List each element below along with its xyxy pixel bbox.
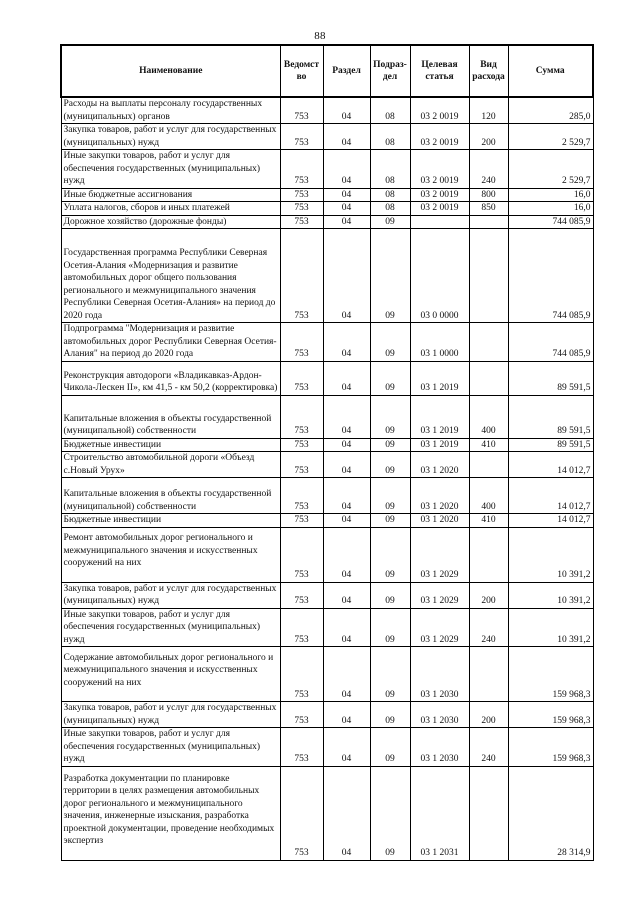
row-podrazdel-cell: 09 xyxy=(370,728,410,767)
row-name-cell: Государственная программа Республики Северная Осетия-Алания «Модернизация и развитие автомобильных дорог общего пользования регионального и межмуниципального значения Республики Северная Осетия-Алания» на период до 2020 года xyxy=(61,229,280,323)
row-summa-cell: 14 012,7 xyxy=(508,452,593,478)
row-vid-cell xyxy=(469,452,508,478)
row-vedomstvo-cell: 753 xyxy=(280,124,323,150)
header-name: Наименование xyxy=(61,45,280,97)
row-podrazdel-cell: 08 xyxy=(370,188,410,202)
row-razdel-cell: 04 xyxy=(323,608,370,647)
row-summa-cell: 28 314,9 xyxy=(508,766,593,860)
row-vedomstvo-cell: 753 xyxy=(280,229,323,323)
row-celevaya-cell: 03 1 2029 xyxy=(410,582,469,608)
row-razdel-cell: 04 xyxy=(323,323,370,362)
row-name-cell: Закупка товаров, работ и услуг для государственных (муниципальных) нужд xyxy=(61,582,280,608)
row-vedomstvo-cell: 753 xyxy=(280,582,323,608)
row-vedomstvo-cell: 753 xyxy=(280,608,323,647)
row-celevaya-cell: 03 2 0019 xyxy=(410,124,469,150)
row-razdel-cell: 04 xyxy=(323,647,370,702)
table-row xyxy=(61,150,593,189)
row-name-cell: Иные закупки товаров, работ и услуг для обеспечения государственных (муниципальных) нужд xyxy=(61,150,280,189)
row-summa-cell: 10 391,2 xyxy=(508,582,593,608)
row-vedomstvo-cell: 753 xyxy=(280,188,323,202)
row-podrazdel-cell: 09 xyxy=(370,323,410,362)
row-podrazdel-cell: 09 xyxy=(370,229,410,323)
row-celevaya-cell: 03 1 2029 xyxy=(410,527,469,582)
row-name-cell: Расходы на выплаты персоналу государственных (муниципальных) органов xyxy=(61,97,280,124)
row-podrazdel-cell: 09 xyxy=(370,582,410,608)
row-summa-cell: 744 085,9 xyxy=(508,229,593,323)
header-celevaya-statya: Целевая статья xyxy=(410,45,469,97)
row-vedomstvo-cell: 753 xyxy=(280,702,323,728)
row-vid-cell: 120 xyxy=(469,97,508,124)
row-summa-cell: 10 391,2 xyxy=(508,527,593,582)
row-razdel-cell: 04 xyxy=(323,215,370,229)
row-razdel-cell: 04 xyxy=(323,452,370,478)
row-vedomstvo-cell: 753 xyxy=(280,395,323,438)
row-vid-cell xyxy=(469,229,508,323)
table-row xyxy=(61,124,593,150)
row-celevaya-cell: 03 2 0019 xyxy=(410,202,469,216)
table-header-row xyxy=(61,45,593,97)
row-vedomstvo-cell: 753 xyxy=(280,97,323,124)
row-celevaya-cell: 03 1 2020 xyxy=(410,514,469,528)
row-summa-cell: 89 591,5 xyxy=(508,395,593,438)
table-row xyxy=(61,97,593,124)
row-summa-cell: 14 012,7 xyxy=(508,478,593,514)
table-row xyxy=(61,702,593,728)
table-row xyxy=(61,215,593,229)
row-vid-cell: 410 xyxy=(469,438,508,452)
row-name-cell: Закупка товаров, работ и услуг для государственных (муниципальных) нужд xyxy=(61,702,280,728)
page-number: 88 xyxy=(314,30,326,42)
row-name-cell: Иные закупки товаров, работ и услуг для обеспечения государственных (муниципальных) нужд xyxy=(61,608,280,647)
row-summa-cell: 159 968,3 xyxy=(508,647,593,702)
row-vedomstvo-cell: 753 xyxy=(280,728,323,767)
row-podrazdel-cell: 09 xyxy=(370,452,410,478)
row-name-cell: Иные бюджетные ассигнования xyxy=(61,188,280,202)
budget-table xyxy=(60,44,594,861)
row-name-cell: Бюджетные инвестиции xyxy=(61,514,280,528)
row-razdel-cell: 04 xyxy=(323,702,370,728)
table-row xyxy=(61,323,593,362)
row-summa-cell: 159 968,3 xyxy=(508,702,593,728)
row-name-cell: Капитальные вложения в объекты государственной (муниципальной) собственности xyxy=(61,478,280,514)
row-podrazdel-cell: 09 xyxy=(370,438,410,452)
row-celevaya-cell: 03 1 0000 xyxy=(410,323,469,362)
row-vid-cell: 240 xyxy=(469,150,508,189)
table-row xyxy=(61,229,593,323)
row-summa-cell: 744 085,9 xyxy=(508,323,593,362)
row-vedomstvo-cell: 753 xyxy=(280,766,323,860)
row-podrazdel-cell: 08 xyxy=(370,150,410,189)
row-vid-cell xyxy=(469,323,508,362)
row-celevaya-cell: 03 1 2030 xyxy=(410,702,469,728)
row-summa-cell: 89 591,5 xyxy=(508,438,593,452)
row-podrazdel-cell: 09 xyxy=(370,647,410,702)
row-celevaya-cell: 03 2 0019 xyxy=(410,150,469,189)
row-razdel-cell: 04 xyxy=(323,97,370,124)
row-vid-cell: 240 xyxy=(469,728,508,767)
table-row xyxy=(61,766,593,860)
table-row xyxy=(61,514,593,528)
row-celevaya-cell: 03 1 2020 xyxy=(410,478,469,514)
row-vid-cell: 240 xyxy=(469,608,508,647)
row-name-cell: Иные закупки товаров, работ и услуг для обеспечения государственных (муниципальных) нужд xyxy=(61,728,280,767)
row-razdel-cell: 04 xyxy=(323,728,370,767)
row-vid-cell: 200 xyxy=(469,582,508,608)
table-row xyxy=(61,395,593,438)
row-summa-cell: 159 968,3 xyxy=(508,728,593,767)
row-name-cell: Капитальные вложения в объекты государственной (муниципальной) собственности xyxy=(61,395,280,438)
row-name-cell: Подпрограмма "Модернизация и развитие автомобильных дорог Республики Северная Осетия-Алания" на период до 2020 года xyxy=(61,323,280,362)
row-podrazdel-cell: 09 xyxy=(370,478,410,514)
header-podrazdel: Подраз- дел xyxy=(370,45,410,97)
header-vid-raskhoda: Вид расхода xyxy=(469,45,508,97)
row-vedomstvo-cell: 753 xyxy=(280,361,323,395)
row-celevaya-cell: 03 1 2020 xyxy=(410,452,469,478)
row-vedomstvo-cell: 753 xyxy=(280,150,323,189)
row-name-cell: Содержание автомобильных дорог регионального и межмуниципального значения и искусственных сооружений на них xyxy=(61,647,280,702)
row-vid-cell: 200 xyxy=(469,702,508,728)
row-summa-cell: 744 085,9 xyxy=(508,215,593,229)
row-podrazdel-cell: 09 xyxy=(370,361,410,395)
row-vedomstvo-cell: 753 xyxy=(280,478,323,514)
row-razdel-cell: 04 xyxy=(323,766,370,860)
row-razdel-cell: 04 xyxy=(323,150,370,189)
row-vedomstvo-cell: 753 xyxy=(280,514,323,528)
table-row xyxy=(61,478,593,514)
row-vid-cell: 400 xyxy=(469,395,508,438)
row-name-cell: Уплата налогов, сборов и иных платежей xyxy=(61,202,280,216)
table-row xyxy=(61,647,593,702)
row-name-cell: Реконструкция автодороги «Владикавказ-Ардон-Чикола-Лескен II», км 41,5 - км 50,2 (корректировка) xyxy=(61,361,280,395)
row-celevaya-cell: 03 2 0019 xyxy=(410,188,469,202)
row-summa-cell: 285,0 xyxy=(508,97,593,124)
row-name-cell: Дорожное хозяйство (дорожные фонды) xyxy=(61,215,280,229)
table-row xyxy=(61,188,593,202)
table-row xyxy=(61,608,593,647)
header-razdel: Раздел xyxy=(323,45,370,97)
row-razdel-cell: 04 xyxy=(323,361,370,395)
row-podrazdel-cell: 09 xyxy=(370,215,410,229)
row-vid-cell: 200 xyxy=(469,124,508,150)
row-podrazdel-cell: 09 xyxy=(370,527,410,582)
row-vedomstvo-cell: 753 xyxy=(280,202,323,216)
row-summa-cell: 16,0 xyxy=(508,188,593,202)
row-name-cell: Бюджетные инвестиции xyxy=(61,438,280,452)
row-vedomstvo-cell: 753 xyxy=(280,323,323,362)
row-vid-cell xyxy=(469,647,508,702)
row-vedomstvo-cell: 753 xyxy=(280,647,323,702)
row-vid-cell xyxy=(469,361,508,395)
row-razdel-cell: 04 xyxy=(323,124,370,150)
row-podrazdel-cell: 08 xyxy=(370,124,410,150)
row-razdel-cell: 04 xyxy=(323,202,370,216)
row-summa-cell: 2 529,7 xyxy=(508,124,593,150)
row-name-cell: Разработка документации по планировке территории в целях размещения автомобильных дорог регионального и межмуниципального значения, инженерные изыскания, разработка проектной документации, проведение необходимых экспертиз xyxy=(61,766,280,860)
row-vedomstvo-cell: 753 xyxy=(280,215,323,229)
row-vid-cell xyxy=(469,527,508,582)
table-body xyxy=(61,97,593,860)
row-celevaya-cell: 03 1 2030 xyxy=(410,728,469,767)
row-podrazdel-cell: 08 xyxy=(370,97,410,124)
row-vid-cell xyxy=(469,215,508,229)
row-name-cell: Закупка товаров, работ и услуг для государственных (муниципальных) нужд xyxy=(61,124,280,150)
row-vedomstvo-cell: 753 xyxy=(280,527,323,582)
row-summa-cell: 14 012,7 xyxy=(508,514,593,528)
table-row xyxy=(61,202,593,216)
row-summa-cell: 10 391,2 xyxy=(508,608,593,647)
table-row xyxy=(61,728,593,767)
row-razdel-cell: 04 xyxy=(323,188,370,202)
row-celevaya-cell: 03 1 2019 xyxy=(410,438,469,452)
row-celevaya-cell: 03 1 2030 xyxy=(410,647,469,702)
row-vid-cell xyxy=(469,766,508,860)
row-celevaya-cell: 03 1 2019 xyxy=(410,395,469,438)
row-summa-cell: 89 591,5 xyxy=(508,361,593,395)
row-podrazdel-cell: 09 xyxy=(370,766,410,860)
row-summa-cell: 2 529,7 xyxy=(508,150,593,189)
table-row xyxy=(61,527,593,582)
table-row xyxy=(61,582,593,608)
row-celevaya-cell: 03 2 0019 xyxy=(410,97,469,124)
row-razdel-cell: 04 xyxy=(323,438,370,452)
row-name-cell: Ремонт автомобильных дорог регионального и межмуниципального значения и искусственных сооружений на них xyxy=(61,527,280,582)
row-celevaya-cell: 03 1 2031 xyxy=(410,766,469,860)
row-summa-cell: 16,0 xyxy=(508,202,593,216)
row-celevaya-cell xyxy=(410,215,469,229)
row-razdel-cell: 04 xyxy=(323,582,370,608)
row-razdel-cell: 04 xyxy=(323,395,370,438)
table-row xyxy=(61,452,593,478)
header-vedomstvo: Ведомст во xyxy=(280,45,323,97)
row-vid-cell: 850 xyxy=(469,202,508,216)
row-vedomstvo-cell: 753 xyxy=(280,438,323,452)
row-podrazdel-cell: 09 xyxy=(370,608,410,647)
row-celevaya-cell: 03 1 2029 xyxy=(410,608,469,647)
row-vid-cell: 410 xyxy=(469,514,508,528)
row-razdel-cell: 04 xyxy=(323,478,370,514)
row-vid-cell: 800 xyxy=(469,188,508,202)
row-podrazdel-cell: 09 xyxy=(370,702,410,728)
row-name-cell: Строительство автомобильной дороги «Объезд с.Новый Урух» xyxy=(61,452,280,478)
row-vid-cell: 400 xyxy=(469,478,508,514)
row-podrazdel-cell: 09 xyxy=(370,395,410,438)
row-razdel-cell: 04 xyxy=(323,229,370,323)
row-celevaya-cell: 03 0 0000 xyxy=(410,229,469,323)
row-razdel-cell: 04 xyxy=(323,527,370,582)
header-summa: Сумма xyxy=(508,45,593,97)
table-row xyxy=(61,361,593,395)
row-podrazdel-cell: 09 xyxy=(370,514,410,528)
row-vedomstvo-cell: 753 xyxy=(280,452,323,478)
row-celevaya-cell: 03 1 2019 xyxy=(410,361,469,395)
row-razdel-cell: 04 xyxy=(323,514,370,528)
table-row xyxy=(61,438,593,452)
row-podrazdel-cell: 08 xyxy=(370,202,410,216)
